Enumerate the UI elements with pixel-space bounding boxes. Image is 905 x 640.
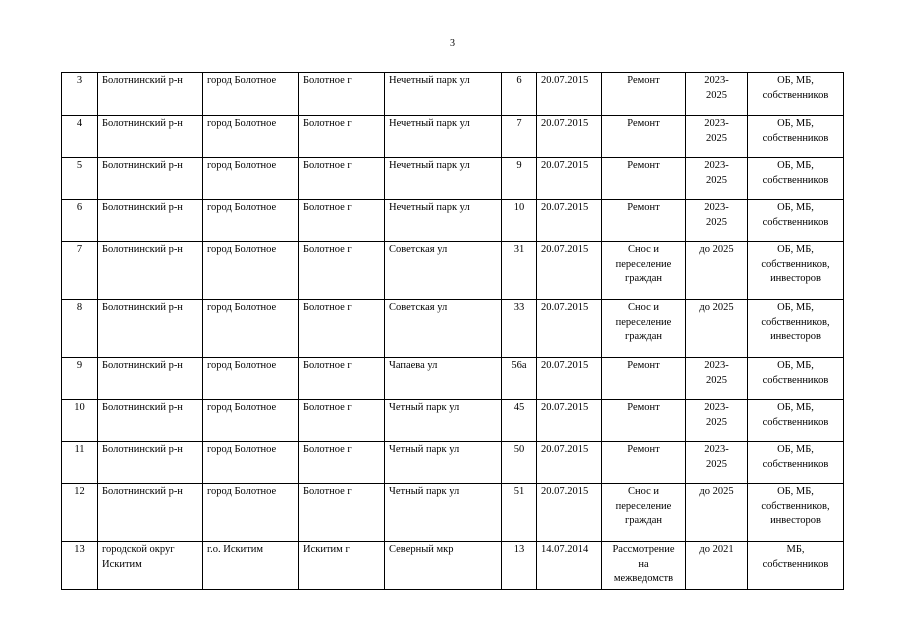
- work-type-cell: [602, 400, 686, 442]
- work-type-cell-line: переселение: [615, 258, 672, 270]
- funding-source-cell-line: ОБ, МБ,: [777, 160, 814, 171]
- municipality-cell: город Болотное: [203, 73, 299, 116]
- district-cell: Болотнинский р-н: [98, 300, 203, 358]
- house-number-cell: 6: [502, 73, 537, 116]
- work-type-cell-line: на: [638, 558, 649, 570]
- funding-source-cell-line: МБ,: [786, 544, 805, 555]
- work-type-cell-line: переселение: [615, 316, 672, 328]
- locality-cell: Болотное г: [299, 242, 385, 300]
- period-cell-line: 2023-: [704, 402, 729, 413]
- work-type-cell-line: Ремонт: [627, 118, 660, 129]
- row-number: 7: [62, 242, 98, 300]
- house-number-cell: 13: [502, 542, 537, 590]
- work-type-cell-line: граждан: [624, 515, 663, 526]
- district-cell: Болотнинский р-н: [98, 200, 203, 242]
- locality-cell: Болотное г: [299, 73, 385, 116]
- work-type-cell: [602, 442, 686, 484]
- work-type-cell-line: Рассмотрение: [612, 544, 675, 555]
- work-type-cell: [602, 116, 686, 158]
- date-cell: 20.07.2015: [537, 158, 602, 200]
- period-cell-line: до 2025: [699, 302, 734, 313]
- table-row: [62, 484, 844, 542]
- period-cell: [686, 73, 748, 116]
- row-number: 12: [62, 484, 98, 542]
- funding-source-cell: [748, 158, 844, 200]
- funding-source-cell-line: собственников: [762, 458, 829, 470]
- house-number-cell: 31: [502, 242, 537, 300]
- work-type-cell-line: граждан: [624, 331, 663, 342]
- work-type-cell-line: Ремонт: [627, 444, 660, 455]
- district-cell: Болотнинский р-н: [98, 442, 203, 484]
- work-type-cell-line: Ремонт: [627, 402, 660, 413]
- funding-source-cell-line: ОБ, МБ,: [777, 444, 814, 455]
- period-cell-line: 2023-: [704, 202, 729, 213]
- district-cell: Болотнинский р-н: [98, 484, 203, 542]
- period-cell-line: 2023-: [704, 360, 729, 371]
- funding-source-cell-line: собственников: [762, 416, 829, 428]
- funding-source-cell: [748, 400, 844, 442]
- funding-source-cell-line: ОБ, МБ,: [777, 118, 814, 129]
- work-type-cell: [602, 242, 686, 300]
- work-type-cell: [602, 200, 686, 242]
- table-body: [62, 73, 844, 590]
- funding-source-cell: [748, 542, 844, 590]
- period-cell: [686, 358, 748, 400]
- table-row: [62, 400, 844, 442]
- funding-source-cell-line: собственников,: [761, 258, 830, 270]
- period-cell-line: 2025: [706, 416, 727, 428]
- row-number: 6: [62, 200, 98, 242]
- period-cell-line: 2025: [706, 89, 727, 101]
- locality-cell: Болотное г: [299, 300, 385, 358]
- funding-source-cell-line: ОБ, МБ,: [777, 402, 814, 413]
- municipality-cell: город Болотное: [203, 242, 299, 300]
- date-cell: 20.07.2015: [537, 400, 602, 442]
- period-cell-line: 2023-: [704, 118, 729, 129]
- date-cell: 20.07.2015: [537, 242, 602, 300]
- funding-source-cell-line: ОБ, МБ,: [777, 486, 814, 497]
- row-number: 5: [62, 158, 98, 200]
- locality-cell: Болотное г: [299, 484, 385, 542]
- street-cell: Четный парк ул: [385, 442, 502, 484]
- street-cell: Четный парк ул: [385, 484, 502, 542]
- street-cell: Советская ул: [385, 300, 502, 358]
- funding-source-cell-line: инвесторов: [770, 515, 821, 526]
- funding-source-cell-line: ОБ, МБ,: [777, 360, 814, 371]
- work-type-cell: [602, 542, 686, 590]
- street-cell: Нечетный парк ул: [385, 200, 502, 242]
- period-cell: [686, 400, 748, 442]
- work-type-cell: [602, 158, 686, 200]
- period-cell-line: до 2025: [699, 486, 734, 497]
- house-number-cell: 9: [502, 158, 537, 200]
- work-type-cell-line: Ремонт: [627, 360, 660, 371]
- funding-source-cell-line: собственников: [762, 216, 829, 228]
- locality-cell: Болотное г: [299, 158, 385, 200]
- district-cell: городской округ Искитим: [98, 542, 203, 590]
- municipality-cell: город Болотное: [203, 442, 299, 484]
- period-cell: [686, 158, 748, 200]
- work-type-cell: [602, 484, 686, 542]
- municipality-cell: город Болотное: [203, 200, 299, 242]
- funding-source-cell-line: инвесторов: [770, 273, 821, 284]
- funding-source-cell-line: инвесторов: [770, 331, 821, 342]
- funding-source-cell: [748, 200, 844, 242]
- funding-source-cell: [748, 358, 844, 400]
- date-cell: 20.07.2015: [537, 442, 602, 484]
- date-cell: 20.07.2015: [537, 73, 602, 116]
- row-number: 9: [62, 358, 98, 400]
- period-cell-line: до 2025: [699, 244, 734, 255]
- funding-source-cell-line: ОБ, МБ,: [777, 244, 814, 255]
- table-row: [62, 200, 844, 242]
- table-row: [62, 542, 844, 590]
- district-cell: Болотнинский р-н: [98, 116, 203, 158]
- period-cell: [686, 116, 748, 158]
- funding-source-cell-line: ОБ, МБ,: [777, 202, 814, 213]
- date-cell: 20.07.2015: [537, 116, 602, 158]
- table-row: [62, 116, 844, 158]
- row-number: 10: [62, 400, 98, 442]
- municipality-cell: город Болотное: [203, 484, 299, 542]
- street-cell: Четный парк ул: [385, 400, 502, 442]
- street-cell: Чапаева ул: [385, 358, 502, 400]
- work-type-cell-line: Снос и: [627, 486, 660, 497]
- row-number: 11: [62, 442, 98, 484]
- period-cell: [686, 242, 748, 300]
- locality-cell: Болотное г: [299, 442, 385, 484]
- street-cell: Нечетный парк ул: [385, 116, 502, 158]
- house-number-cell: 7: [502, 116, 537, 158]
- period-cell-line: 2025: [706, 458, 727, 470]
- work-type-cell-line: Снос и: [627, 302, 660, 313]
- funding-source-cell-line: ОБ, МБ,: [777, 75, 814, 86]
- period-cell: [686, 442, 748, 484]
- street-cell: Нечетный парк ул: [385, 73, 502, 116]
- work-type-cell-line: переселение: [615, 500, 672, 512]
- funding-source-cell-line: собственников: [762, 132, 829, 144]
- period-cell: [686, 200, 748, 242]
- row-number: 13: [62, 542, 98, 590]
- date-cell: 20.07.2015: [537, 200, 602, 242]
- funding-source-cell-line: собственников: [762, 374, 829, 386]
- work-type-cell-line: межведомств: [613, 573, 674, 584]
- house-number-cell: 51: [502, 484, 537, 542]
- locality-cell: Болотное г: [299, 358, 385, 400]
- table-row: [62, 300, 844, 358]
- funding-source-cell-line: собственников,: [761, 500, 830, 512]
- period-cell-line: 2025: [706, 174, 727, 186]
- funding-source-cell: [748, 442, 844, 484]
- funding-source-cell: [748, 116, 844, 158]
- period-cell-line: 2025: [706, 132, 727, 144]
- period-cell-line: 2023-: [704, 75, 729, 86]
- table-row: [62, 358, 844, 400]
- work-type-cell-line: граждан: [624, 273, 663, 284]
- house-number-cell: 56а: [502, 358, 537, 400]
- house-number-cell: 10: [502, 200, 537, 242]
- funding-source-cell-line: собственников: [762, 174, 829, 186]
- period-cell-line: 2023-: [704, 444, 729, 455]
- housing-table: [61, 72, 844, 590]
- street-cell: Советская ул: [385, 242, 502, 300]
- municipality-cell: город Болотное: [203, 300, 299, 358]
- work-type-cell-line: Ремонт: [627, 75, 660, 86]
- locality-cell: Болотное г: [299, 116, 385, 158]
- row-number: 4: [62, 116, 98, 158]
- work-type-cell-line: Ремонт: [627, 160, 660, 171]
- funding-source-cell-line: собственников,: [761, 316, 830, 328]
- district-cell: Болотнинский р-н: [98, 358, 203, 400]
- locality-cell: Болотное г: [299, 200, 385, 242]
- funding-source-cell-line: ОБ, МБ,: [777, 302, 814, 313]
- period-cell-line: 2025: [706, 216, 727, 228]
- period-cell-line: до 2021: [699, 544, 734, 555]
- municipality-cell: город Болотное: [203, 158, 299, 200]
- period-cell: [686, 484, 748, 542]
- table-row: [62, 242, 844, 300]
- date-cell: 14.07.2014: [537, 542, 602, 590]
- date-cell: 20.07.2015: [537, 300, 602, 358]
- page-number: 3: [450, 38, 455, 49]
- row-number: 3: [62, 73, 98, 116]
- work-type-cell-line: Ремонт: [627, 202, 660, 213]
- table-row: [62, 158, 844, 200]
- funding-source-cell-line: собственников: [762, 89, 829, 101]
- municipality-cell: город Болотное: [203, 400, 299, 442]
- street-cell: Северный мкр: [385, 542, 502, 590]
- table-row: [62, 73, 844, 116]
- municipality-cell: город Болотное: [203, 358, 299, 400]
- table-row: [62, 442, 844, 484]
- house-number-cell: 50: [502, 442, 537, 484]
- street-cell: Нечетный парк ул: [385, 158, 502, 200]
- funding-source-cell: [748, 484, 844, 542]
- work-type-cell-line: Снос и: [627, 244, 660, 255]
- funding-source-cell-line: собственников: [762, 558, 829, 570]
- locality-cell: Болотное г: [299, 400, 385, 442]
- work-type-cell: [602, 300, 686, 358]
- locality-cell: Искитим г: [299, 542, 385, 590]
- work-type-cell: [602, 73, 686, 116]
- district-cell: Болотнинский р-н: [98, 242, 203, 300]
- municipality-cell: город Болотное: [203, 116, 299, 158]
- period-cell-line: 2025: [706, 374, 727, 386]
- district-cell: Болотнинский р-н: [98, 158, 203, 200]
- date-cell: 20.07.2015: [537, 358, 602, 400]
- funding-source-cell: [748, 242, 844, 300]
- funding-source-cell: [748, 300, 844, 358]
- row-number: 8: [62, 300, 98, 358]
- period-cell: [686, 300, 748, 358]
- house-number-cell: 45: [502, 400, 537, 442]
- date-cell: 20.07.2015: [537, 484, 602, 542]
- district-cell: Болотнинский р-н: [98, 73, 203, 116]
- house-number-cell: 33: [502, 300, 537, 358]
- period-cell-line: 2023-: [704, 160, 729, 171]
- work-type-cell: [602, 358, 686, 400]
- municipality-cell: г.о. Искитим: [203, 542, 299, 590]
- funding-source-cell: [748, 73, 844, 116]
- period-cell: [686, 542, 748, 590]
- district-cell: Болотнинский р-н: [98, 400, 203, 442]
